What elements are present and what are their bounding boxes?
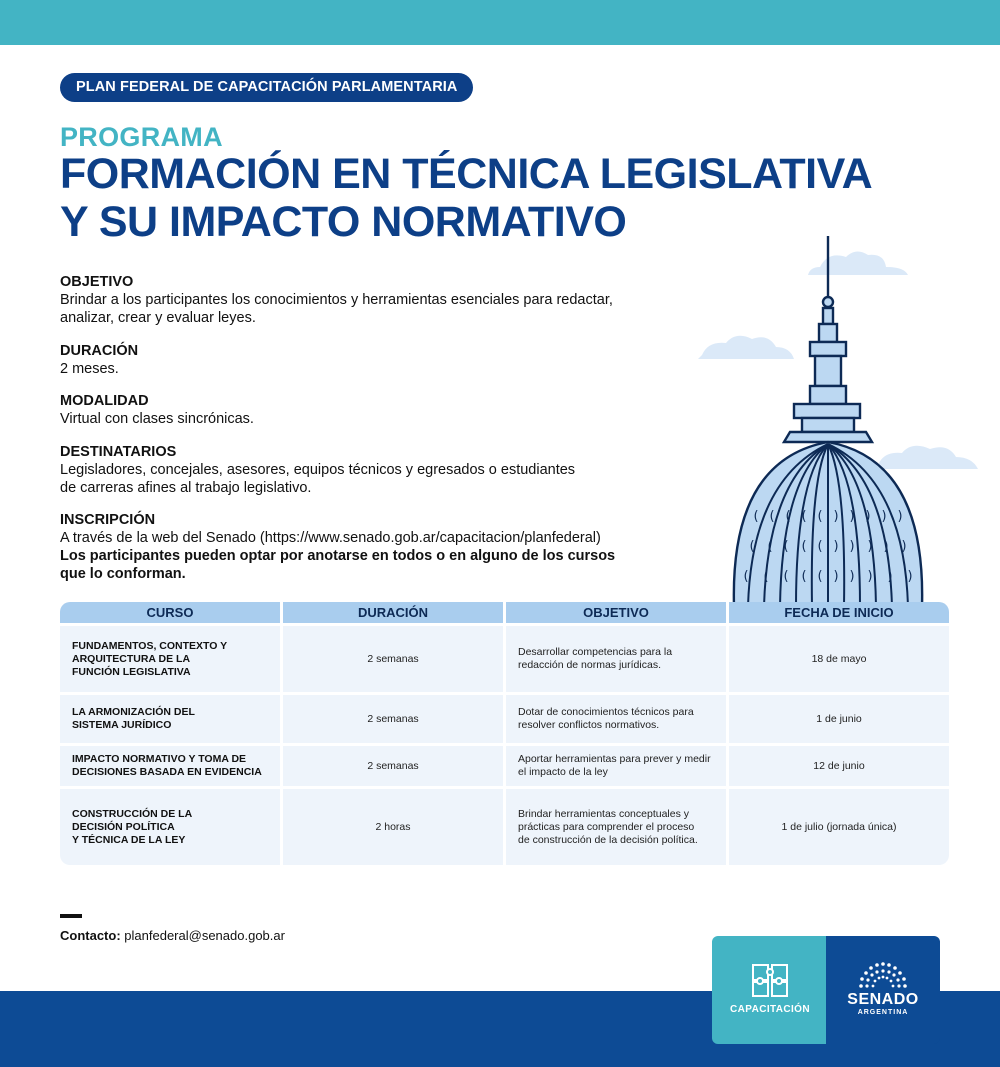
course-objective: Aportar herramientas para prever y medir el impacto de la ley	[506, 746, 726, 786]
section-heading: MODALIDAD	[60, 393, 149, 409]
svg-text:(: (	[743, 569, 749, 584]
table-row	[60, 746, 949, 786]
senado-wordmark: SENADO	[847, 991, 919, 1008]
svg-text:): )	[865, 509, 871, 524]
column-header-objetivo: OBJETIVO	[506, 602, 726, 623]
svg-text:(: (	[817, 569, 823, 584]
course-name: LA ARMONIZACIÓN DEL SISTEMA JURÍDICO	[60, 695, 280, 743]
section-body: 2 meses.	[60, 361, 119, 377]
course-objective: Desarrollar competencias para la redacción de normas jurídicas.	[506, 626, 726, 692]
section-heading: DESTINATARIOS	[60, 444, 177, 460]
section-body: Brindar a los participantes los conocimientos y herramientas esenciales para redactar, analizar, crear y evaluar leyes.	[60, 292, 613, 326]
course-objective: Dotar de conocimientos técnicos para resolver conflictos normativos.	[506, 695, 726, 743]
senado-logo	[826, 936, 940, 1044]
puzzle-icon	[750, 962, 790, 998]
capacitacion-label: CAPACITACIÓN	[730, 1004, 810, 1015]
section-destinatarios	[60, 443, 640, 497]
column-header-fecha: FECHA DE INICIO	[729, 602, 949, 623]
section-body: Legisladores, concejales, asesores, equipos técnicos y egresados o estudiantes de carreras afines al trabajo legislativo.	[60, 462, 576, 496]
svg-text:): )	[833, 539, 839, 554]
course-duration: 2 horas	[283, 789, 503, 865]
senate-hemicycle-icon	[855, 962, 911, 990]
svg-text:): )	[901, 539, 907, 554]
title-line-2: Y SU IMPACTO NORMATIVO	[60, 198, 627, 246]
capacitacion-badge	[712, 936, 828, 1044]
section-modalidad	[60, 392, 640, 428]
svg-text:): )	[849, 509, 855, 524]
svg-text:): )	[897, 509, 903, 524]
course-start-date: 12 de junio	[729, 746, 949, 786]
section-heading: DURACIÓN	[60, 343, 139, 359]
course-name: CONSTRUCCIÓN DE LA DECISIÓN POLÍTICA Y TÉCNICA DE LA LEY	[60, 789, 280, 865]
svg-text:(: (	[817, 539, 823, 554]
course-duration: 2 semanas	[283, 746, 503, 786]
course-duration: 2 semanas	[283, 695, 503, 743]
svg-text:(: (	[763, 569, 769, 584]
svg-text:(: (	[785, 509, 791, 524]
svg-text:): )	[833, 569, 839, 584]
svg-text:): )	[849, 569, 855, 584]
svg-text:): )	[849, 539, 855, 554]
svg-text:): )	[867, 539, 873, 554]
course-start-date: 1 de junio	[729, 695, 949, 743]
section-body: Virtual con clases sincrónicas.	[60, 411, 254, 427]
svg-text:(: (	[783, 569, 789, 584]
table-row	[60, 789, 949, 865]
section-objetivo	[60, 273, 640, 327]
column-header-duracion: DURACIÓN	[283, 602, 503, 623]
course-name: FUNDAMENTOS, CONTEXTO Y ARQUITECTURA DE LA FUNCIÓN LEGISLATIVA	[60, 626, 280, 692]
svg-text:): )	[883, 539, 889, 554]
section-body: A través de la web del Senado (https://www.senado.gob.ar/capacitacion/planfederal)	[60, 530, 601, 546]
course-objective: Brindar herramientas conceptuales y prácticas para comprender el proceso de construcción de la decisión política.	[506, 789, 726, 865]
table-row	[60, 695, 949, 743]
course-duration: 2 semanas	[283, 626, 503, 692]
svg-text:): )	[867, 569, 873, 584]
course-start-date: 1 de julio (jornada única)	[729, 789, 949, 865]
svg-text:): )	[907, 569, 913, 584]
contact-label: Contacto:	[60, 928, 121, 943]
svg-text:(: (	[801, 509, 807, 524]
argentina-wordmark: ARGENTINA	[857, 1009, 909, 1016]
course-start-date: 18 de mayo	[729, 626, 949, 692]
svg-text:(: (	[783, 539, 789, 554]
congress-dome-illustration	[690, 230, 990, 610]
section-note: Los participantes pueden optar por anotarse en todos o en alguno de los cursos que lo conforman.	[60, 548, 616, 582]
svg-text:(: (	[801, 569, 807, 584]
title-line-1: FORMACIÓN EN TÉCNICA LEGISLATIVA	[60, 150, 873, 198]
program-pill: PLAN FEDERAL DE CAPACITACIÓN PARLAMENTARIA	[60, 73, 473, 102]
svg-text:): )	[833, 509, 839, 524]
divider	[60, 914, 82, 918]
svg-text:(: (	[749, 539, 755, 554]
svg-text:(: (	[753, 509, 759, 524]
section-heading: INSCRIPCIÓN	[60, 512, 156, 528]
section-inscripcion	[60, 511, 640, 583]
contact-email[interactable]: planfederal@senado.gob.ar	[124, 928, 285, 943]
table-row	[60, 626, 949, 692]
course-name: IMPACTO NORMATIVO Y TOMA DE DECISIONES BASADA EN EVIDENCIA	[60, 746, 280, 786]
column-header-curso: CURSO	[60, 602, 280, 623]
svg-text:(: (	[769, 509, 775, 524]
courses-table	[57, 599, 952, 868]
svg-text:): )	[887, 569, 893, 584]
svg-text:): )	[881, 509, 887, 524]
svg-text:(: (	[767, 539, 773, 554]
svg-text:(: (	[817, 509, 823, 524]
table-header-row	[60, 602, 949, 623]
program-kicker: PROGRAMA	[60, 122, 223, 152]
contact-line	[60, 928, 285, 943]
section-duracion	[60, 342, 640, 378]
top-accent-band	[0, 0, 1000, 45]
svg-text:(: (	[801, 539, 807, 554]
section-heading: OBJETIVO	[60, 274, 134, 290]
